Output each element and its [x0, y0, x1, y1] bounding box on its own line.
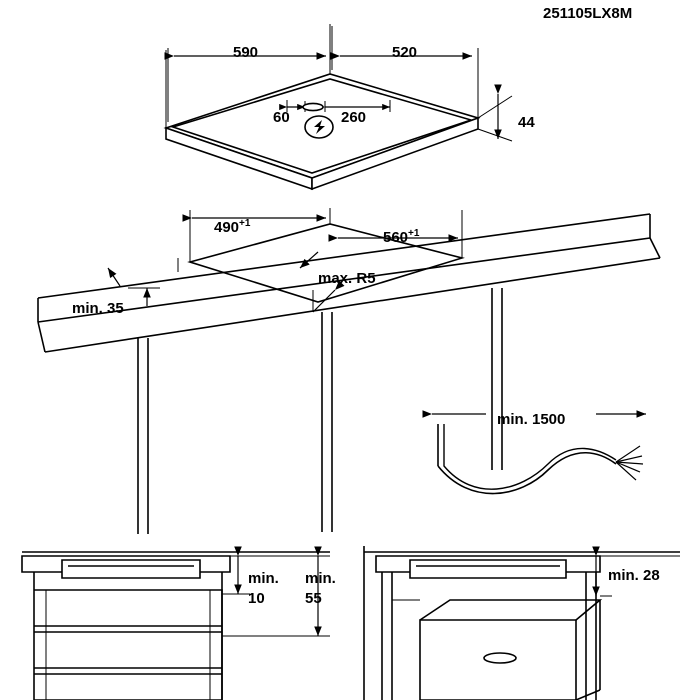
- section-left: [22, 552, 330, 700]
- dim-label-min-front-value: 10: [248, 590, 265, 607]
- dim-label-min-rear: min.: [305, 570, 336, 587]
- model-code-label: 251105LX8M: [543, 5, 633, 22]
- dim-label-min-front: min.: [248, 570, 279, 587]
- dim-490-tolerance: +1: [239, 218, 251, 229]
- dim-label-260: 260: [341, 109, 367, 126]
- dim-label-max-r5: max. R5: [318, 270, 376, 287]
- dim-560-value: 560: [383, 229, 409, 246]
- dim-label-590: 590: [233, 44, 259, 61]
- dim-490-value: 490: [214, 219, 240, 236]
- dim-label-min-1500: min. 1500: [497, 411, 566, 428]
- dim-label-60: 60: [273, 109, 290, 126]
- dim-label-min-28: min. 28: [608, 567, 660, 584]
- dim-label-min-rear-value: 55: [305, 590, 322, 607]
- dim-label-560: [383, 229, 419, 245]
- power-cable-drawing: [438, 424, 643, 494]
- dim-560-tolerance: +1: [408, 228, 420, 239]
- dim-label-490: [214, 219, 250, 235]
- dim-label-44: 44: [518, 114, 535, 131]
- dim-label-520: 520: [392, 44, 418, 61]
- dim-label-min-35: min. 35: [72, 300, 124, 317]
- dim-44: [478, 94, 512, 141]
